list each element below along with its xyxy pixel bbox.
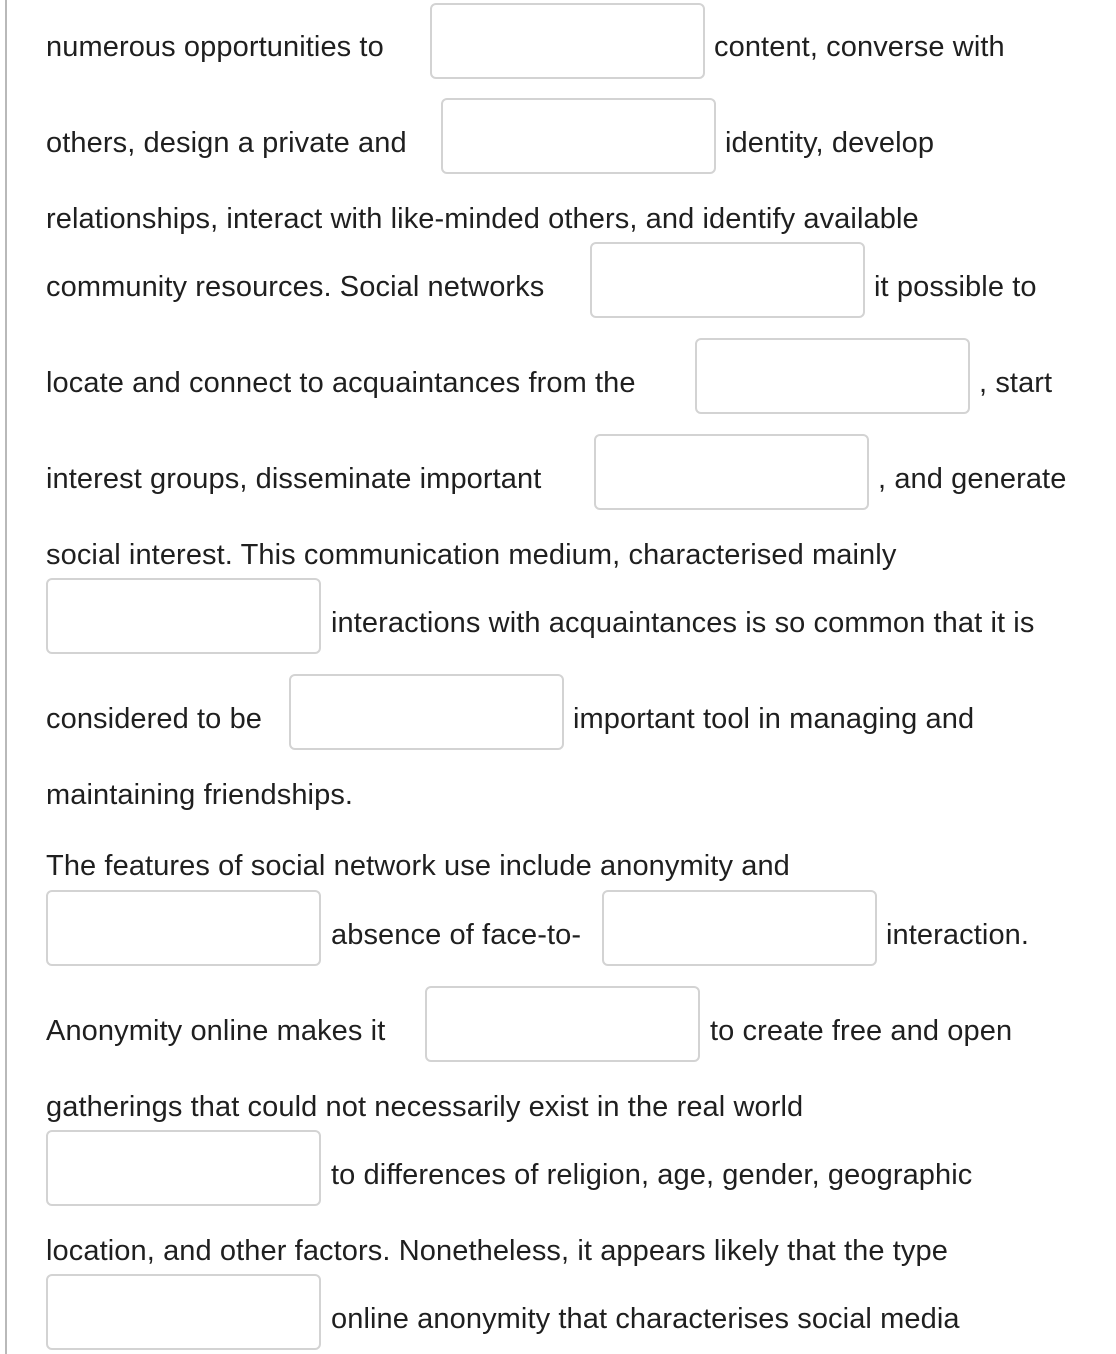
passage-text: community resources. Social networks — [46, 271, 545, 303]
passage-text: relationships, interact with like-minded others, and identify available — [46, 203, 919, 235]
passage-text: to differences of religion, age, gender, geographic — [331, 1159, 973, 1191]
passage-text: important tool in managing and — [573, 703, 975, 735]
passage-text: maintaining friendships. — [46, 779, 354, 811]
blank-input-6[interactable] — [46, 578, 321, 654]
passage-text: interaction. — [886, 919, 1030, 951]
blank-input-4[interactable] — [695, 338, 970, 414]
passage-text: , start — [979, 367, 1053, 399]
blank-input-2[interactable] — [441, 98, 716, 174]
blank-input-10[interactable] — [425, 986, 700, 1062]
passage-text: locate and connect to acquaintances from the — [46, 367, 636, 399]
passage-text: The features of social network use include anonymity and — [46, 850, 790, 882]
passage-text: , and generate — [878, 463, 1067, 495]
passage-text: social interest. This communication medium, characterised mainly — [46, 539, 897, 571]
blank-input-11[interactable] — [46, 1130, 321, 1206]
blank-input-3[interactable] — [590, 242, 865, 318]
passage-text: content, converse with — [714, 31, 1005, 63]
passage-text: identity, develop — [725, 127, 935, 159]
passage-text: to create free and open — [710, 1015, 1013, 1047]
blank-input-12[interactable] — [46, 1274, 321, 1350]
passage-text: online anonymity that characterises social media — [331, 1303, 960, 1335]
blank-input-5[interactable] — [594, 434, 869, 510]
blank-input-8[interactable] — [46, 890, 321, 966]
passage-text: location, and other factors. Nonetheless, it appears likely that the type — [46, 1235, 948, 1267]
passage-text: Anonymity online makes it — [46, 1015, 386, 1047]
blank-input-7[interactable] — [289, 674, 564, 750]
passage-text: it possible to — [874, 271, 1037, 303]
passage-text: others, design a private and — [46, 127, 407, 159]
passage-text: considered to be — [46, 703, 263, 735]
blank-input-1[interactable] — [430, 3, 705, 79]
passage-text: interest groups, disseminate important — [46, 463, 542, 495]
left-border-rule — [5, 0, 7, 1354]
passage-text: interactions with acquaintances is so common that it is — [331, 607, 1035, 639]
passage-text: gatherings that could not necessarily exist in the real world — [46, 1091, 804, 1123]
passage-text: absence of face-to- — [331, 919, 582, 951]
blank-input-9[interactable] — [602, 890, 877, 966]
passage-text: numerous opportunities to — [46, 31, 384, 63]
